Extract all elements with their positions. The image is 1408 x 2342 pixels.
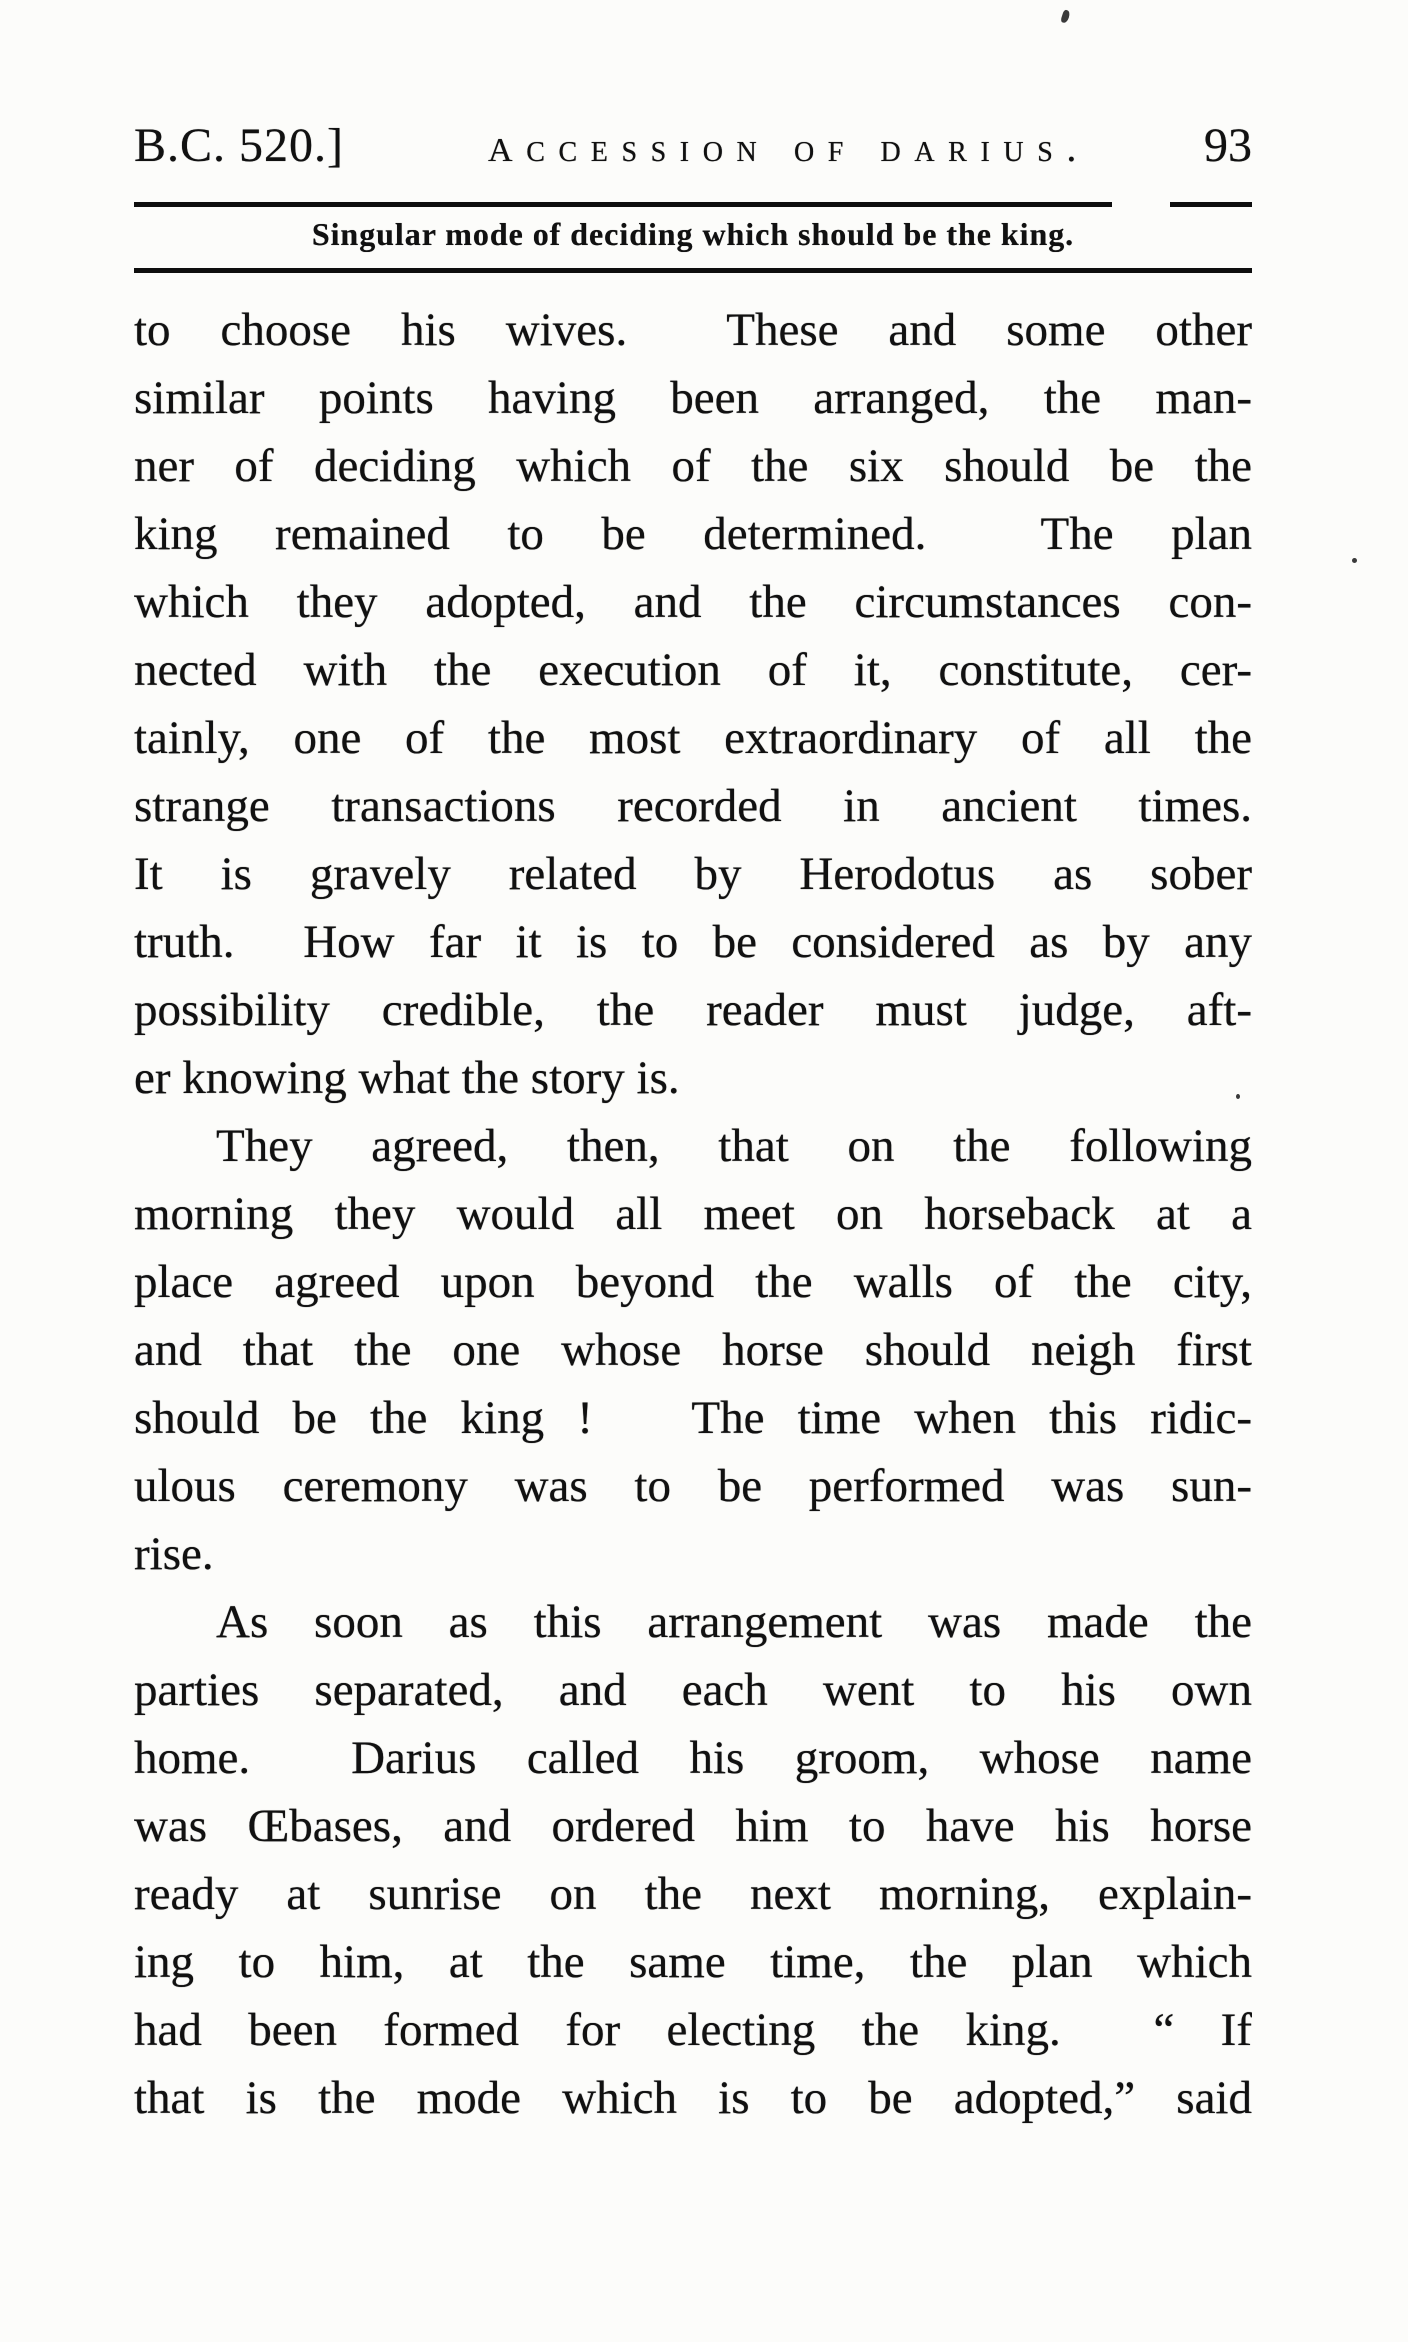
header-date: B.C. 520.] bbox=[134, 119, 345, 172]
header-rule-short bbox=[1170, 202, 1252, 207]
text-line: nected with the execution of it, constitute, cer- bbox=[134, 644, 1252, 696]
text-line: and that the one whose horse should neigh first bbox=[134, 1324, 1252, 1376]
text-line: should be the king ! The time when this ridic- bbox=[134, 1392, 1252, 1444]
scan-speck bbox=[1060, 9, 1071, 24]
text-line: king remained to be determined. The plan bbox=[134, 508, 1252, 560]
text-line: truth. How far it is to be considered as by any bbox=[134, 916, 1252, 968]
running-head: Singular mode of deciding which should be the king. bbox=[311, 216, 1075, 252]
text-line: As soon as this arrangement was made the bbox=[216, 1596, 1252, 1648]
header-rule-long bbox=[134, 202, 1112, 207]
text-line: ing to him, at the same time, the plan which bbox=[134, 1936, 1252, 1988]
text-line: ulous ceremony was to be performed was sun- bbox=[134, 1460, 1252, 1512]
text-line: They agreed, then, that on the following bbox=[216, 1120, 1252, 1172]
text-line: tainly, one of the most extraordinary of all the bbox=[134, 712, 1252, 764]
text-line: similar points having been arranged, the man- bbox=[134, 372, 1252, 424]
text-line: that is the mode which is to be adopted,” said bbox=[134, 2072, 1252, 2124]
paragraph bbox=[134, 1112, 1252, 1588]
text-line: er knowing what the story is. bbox=[134, 1052, 680, 1104]
text-line: possibility credible, the reader must judge, aft- bbox=[134, 984, 1252, 1036]
text-line: ready at sunrise on the next morning, explain- bbox=[134, 1868, 1252, 1920]
page-header bbox=[134, 118, 1252, 173]
text-line: morning they would all meet on horseback at a bbox=[134, 1188, 1252, 1240]
text-line: place agreed upon beyond the walls of the city, bbox=[134, 1256, 1252, 1308]
page-number: 93 bbox=[1204, 119, 1252, 172]
running-head-rule bbox=[134, 268, 1252, 273]
scan-speck bbox=[1236, 1094, 1240, 1099]
text-line: which they adopted, and the circumstances con- bbox=[134, 576, 1252, 628]
text-line: home. Darius called his groom, whose name bbox=[134, 1732, 1252, 1784]
text-line: was Œbases, and ordered him to have his horse bbox=[134, 1800, 1252, 1852]
paragraph bbox=[134, 1588, 1252, 2132]
text-line: ner of deciding which of the six should be the bbox=[134, 440, 1252, 492]
text-line: parties separated, and each went to his own bbox=[134, 1664, 1252, 1716]
text-line: It is gravely related by Herodotus as sober bbox=[134, 848, 1252, 900]
text-line: strange transactions recorded in ancient times. bbox=[134, 780, 1252, 832]
paragraph bbox=[134, 296, 1252, 1112]
text-line: to choose his wives. These and some other bbox=[134, 304, 1252, 356]
text-line: rise. bbox=[134, 1528, 214, 1580]
header-title: accession of darius. bbox=[488, 119, 1090, 172]
text-line: had been formed for electing the king. “ If bbox=[134, 2004, 1252, 2056]
page-body bbox=[134, 296, 1252, 2132]
scan-speck bbox=[1352, 558, 1357, 563]
